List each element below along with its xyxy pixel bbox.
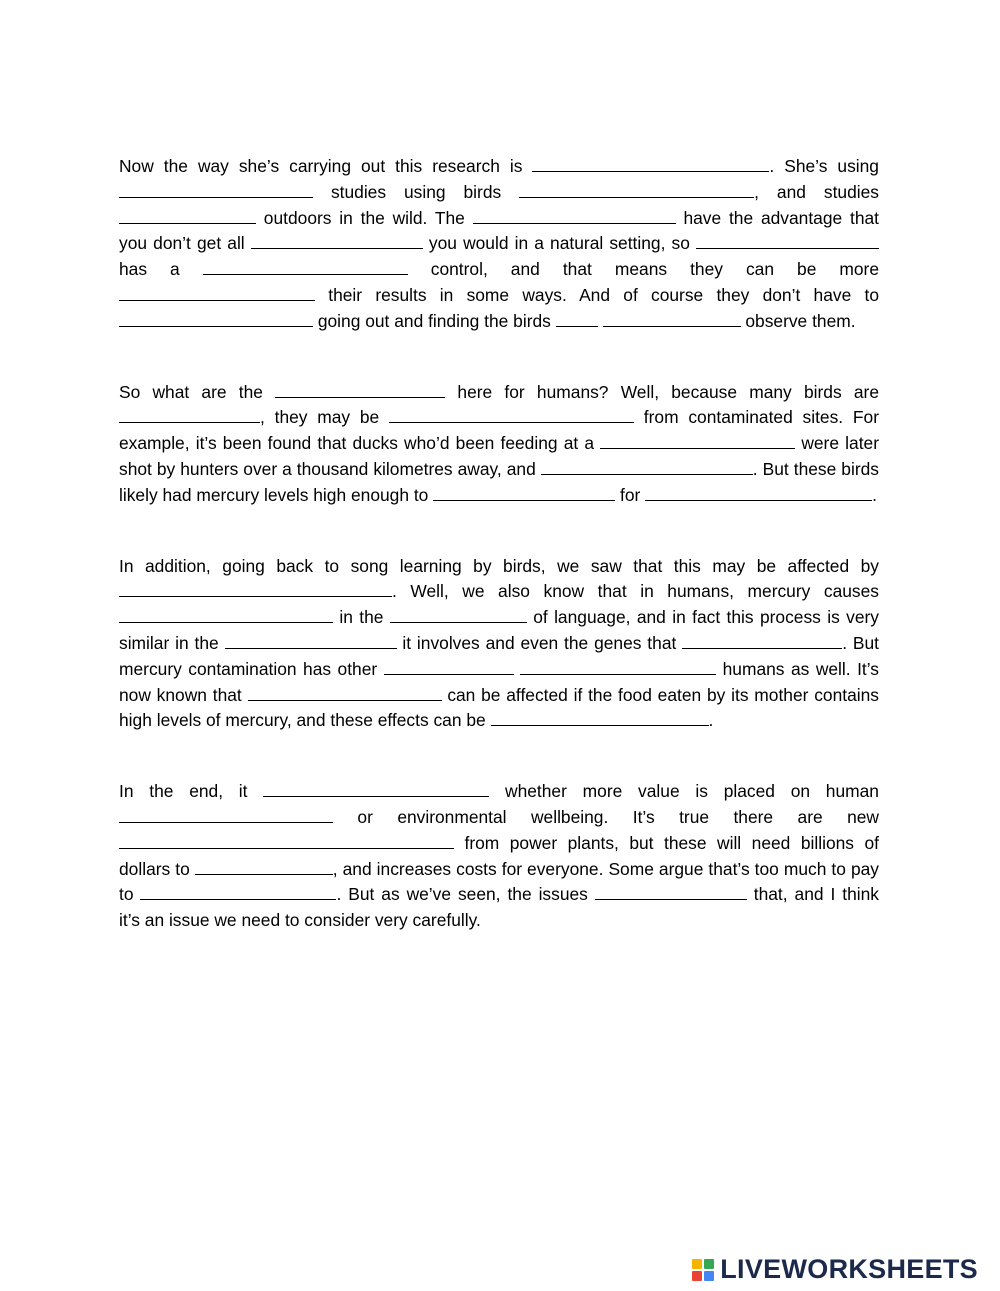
logo-squares-icon bbox=[692, 1259, 714, 1281]
text-segment: control, and that means they can be more bbox=[407, 259, 880, 280]
paragraph-3 bbox=[119, 554, 879, 735]
text-segment: . bbox=[872, 484, 877, 505]
answer-blank[interactable] bbox=[541, 458, 753, 475]
brand-name: LIVEWORKSHEETS bbox=[720, 1254, 978, 1284]
answer-blank[interactable] bbox=[225, 632, 397, 649]
answer-blank[interactable] bbox=[119, 806, 333, 823]
answer-blank[interactable] bbox=[600, 432, 795, 449]
text-segment: , and studies bbox=[754, 181, 879, 202]
answer-blank[interactable] bbox=[519, 181, 754, 198]
text-segment: Now the way she’s carrying out this research is bbox=[119, 156, 533, 176]
text-segment: has a bbox=[119, 259, 203, 280]
answer-blank[interactable] bbox=[203, 258, 408, 275]
text-segment: in the bbox=[333, 607, 390, 628]
text-segment: . bbox=[708, 710, 714, 731]
answer-blank[interactable] bbox=[263, 780, 489, 797]
text-segment: their results in some ways. And of course they don’t have to bbox=[315, 284, 879, 305]
answer-blank[interactable] bbox=[433, 484, 615, 501]
answer-blank[interactable] bbox=[473, 207, 676, 224]
text-segment: or environmental wellbeing. It’s true there are new bbox=[333, 806, 879, 827]
text-segment: observe them. bbox=[740, 310, 856, 331]
text-segment: , they may be bbox=[260, 407, 390, 428]
logo-square-i bbox=[704, 1259, 714, 1269]
text-segment: it involves and even the genes that bbox=[396, 632, 683, 653]
text-segment: , and increases costs for everyone. Some argue that’s too much to pay to bbox=[119, 858, 879, 905]
paragraph-4 bbox=[119, 779, 879, 934]
answer-blank[interactable] bbox=[119, 406, 260, 423]
answer-blank[interactable] bbox=[119, 580, 392, 597]
text-segment: studies using birds bbox=[313, 181, 520, 202]
answer-blank[interactable] bbox=[595, 883, 747, 900]
text-segment: were later shot by hunters over a thousand kilometres away, and bbox=[119, 433, 879, 479]
text-segment: . She’s using bbox=[769, 156, 879, 176]
logo-square-v bbox=[692, 1271, 702, 1281]
text-segment: . But these birds likely had mercury levels high enough to bbox=[119, 458, 879, 505]
text-segment: for bbox=[615, 484, 646, 505]
answer-blank[interactable] bbox=[251, 232, 423, 249]
text-segment: from power plants, but these will need billions of dollars to bbox=[119, 832, 879, 879]
paragraph-2 bbox=[119, 380, 879, 509]
text-segment: here for humans? Well, because many birds are bbox=[445, 381, 879, 402]
answer-blank[interactable] bbox=[195, 858, 333, 875]
answer-blank[interactable] bbox=[248, 684, 442, 701]
answer-blank[interactable] bbox=[275, 381, 445, 398]
text-segment: of language, and in fact this process is very similar in the bbox=[119, 607, 879, 653]
text-segment: In addition, going back to song learning by birds, we saw that this may be affected by bbox=[119, 555, 879, 576]
answer-blank[interactable] bbox=[491, 709, 709, 726]
logo-square-e bbox=[704, 1271, 714, 1281]
answer-blank[interactable] bbox=[119, 606, 333, 623]
answer-blank[interactable] bbox=[682, 632, 842, 649]
text-segment: So what are the bbox=[119, 381, 276, 402]
answer-blank[interactable] bbox=[389, 406, 634, 423]
text-segment: can be affected if the food eaten by its mother contains high levels of mercury, and these effects can be bbox=[119, 684, 879, 731]
text-segment: whether more value is placed on human bbox=[489, 781, 879, 802]
worksheet-body bbox=[119, 154, 879, 934]
answer-blank[interactable] bbox=[603, 310, 741, 327]
answer-blank[interactable] bbox=[119, 284, 315, 301]
answer-blank[interactable] bbox=[140, 883, 336, 900]
answer-blank[interactable] bbox=[520, 658, 716, 675]
text-segment: . Well, we also know that in humans, mercury causes bbox=[392, 581, 879, 602]
answer-blank[interactable] bbox=[119, 310, 313, 327]
answer-blank[interactable] bbox=[119, 207, 256, 224]
answer-blank[interactable] bbox=[390, 606, 527, 623]
logo-square-l bbox=[692, 1259, 702, 1269]
text-segment: outdoors in the wild. The bbox=[256, 207, 473, 228]
text-segment: . But as we’ve seen, the issues bbox=[336, 884, 595, 905]
text-segment: going out and finding the birds bbox=[313, 310, 556, 331]
text-segment: from contaminated sites. For example, it’s been found that ducks who’d been feeding at a bbox=[119, 407, 879, 454]
text-segment: In the end, it bbox=[119, 781, 264, 802]
text-segment: have the advantage that you don’t get all bbox=[119, 207, 879, 254]
liveworksheets-logo bbox=[692, 1254, 978, 1285]
answer-blank[interactable] bbox=[119, 832, 454, 849]
text-segment: you would in a natural setting, so bbox=[422, 233, 697, 254]
answer-blank[interactable] bbox=[645, 484, 872, 501]
answer-blank[interactable] bbox=[532, 155, 769, 172]
answer-blank[interactable] bbox=[696, 232, 879, 249]
text-segment: that, and I think it’s an issue we need to consider very carefully. bbox=[119, 884, 879, 931]
text-segment: . But mercury contamination has other bbox=[119, 632, 879, 679]
answer-blank[interactable] bbox=[384, 658, 514, 675]
answer-blank[interactable] bbox=[556, 310, 598, 327]
paragraph-1 bbox=[119, 154, 879, 335]
text-segment: humans as well. It’s now known that bbox=[119, 658, 879, 705]
answer-blank[interactable] bbox=[119, 181, 313, 198]
